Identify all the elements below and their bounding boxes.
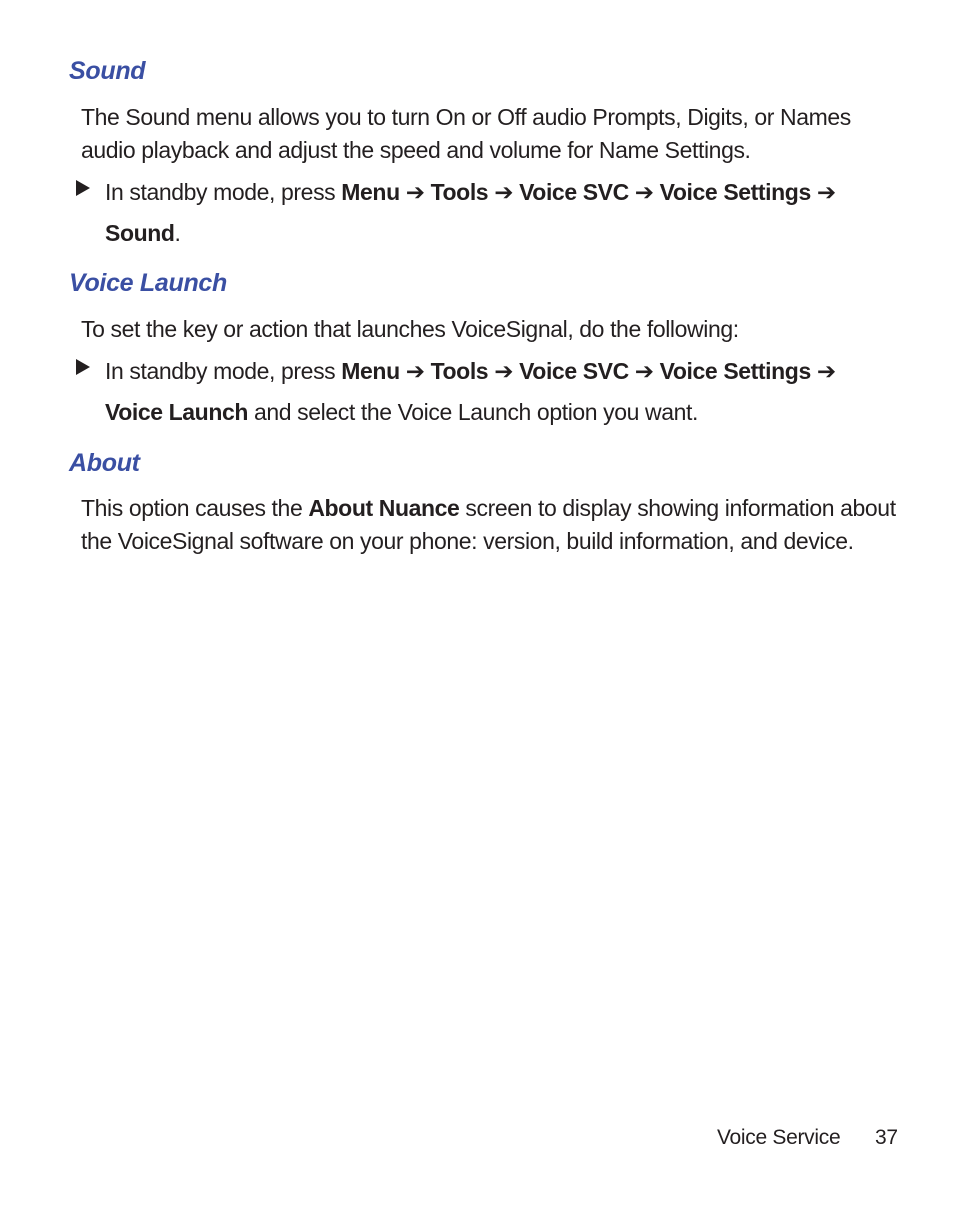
menu-path-item: Voice Launch <box>105 399 249 425</box>
section-body-voice-launch: To set the key or action that launches VoiceSignal, do the following: <box>81 316 739 342</box>
section-heading-voice-launch: Voice Launch <box>69 269 228 297</box>
menu-path-item: Voice Settings <box>659 358 811 384</box>
menu-path-item: Tools <box>430 358 489 384</box>
menu-path-item: Menu <box>341 179 400 205</box>
bullet-arrow-icon <box>76 180 90 196</box>
menu-path-item: Voice Settings <box>659 179 811 205</box>
page-number: 37 <box>875 1126 898 1149</box>
section-body-sound: The Sound menu allows you to turn On or Off audio Prompts, Digits, or Names audio playback and adjust the speed and volume for Name Settings. <box>81 104 851 163</box>
section-heading-sound: Sound <box>69 57 146 85</box>
footer-section-name: Voice Service <box>717 1126 841 1149</box>
menu-path-item: Tools <box>430 179 489 205</box>
menu-path-item: Voice SVC <box>519 179 629 205</box>
menu-path-item: Menu <box>341 358 400 384</box>
step-text-sound: In standby mode, press Menu ➔ Tools ➔ Voice SVC ➔ Voice Settings ➔ Sound. <box>105 179 836 246</box>
section-body-about: This option causes the About Nuance screen to display showing information about the VoiceSignal software on your phone: version, build information, and device. <box>81 495 896 554</box>
bullet-arrow-icon <box>76 359 90 375</box>
about-nuance-label: About Nuance <box>308 495 460 521</box>
section-heading-about: About <box>69 449 140 477</box>
menu-path-item: Sound <box>105 220 175 246</box>
menu-path-item: Voice SVC <box>519 358 629 384</box>
step-text-voice-launch: In standby mode, press Menu ➔ Tools ➔ Voice SVC ➔ Voice Settings ➔ Voice Launch and select the Voice Launch option you want. <box>105 358 836 425</box>
